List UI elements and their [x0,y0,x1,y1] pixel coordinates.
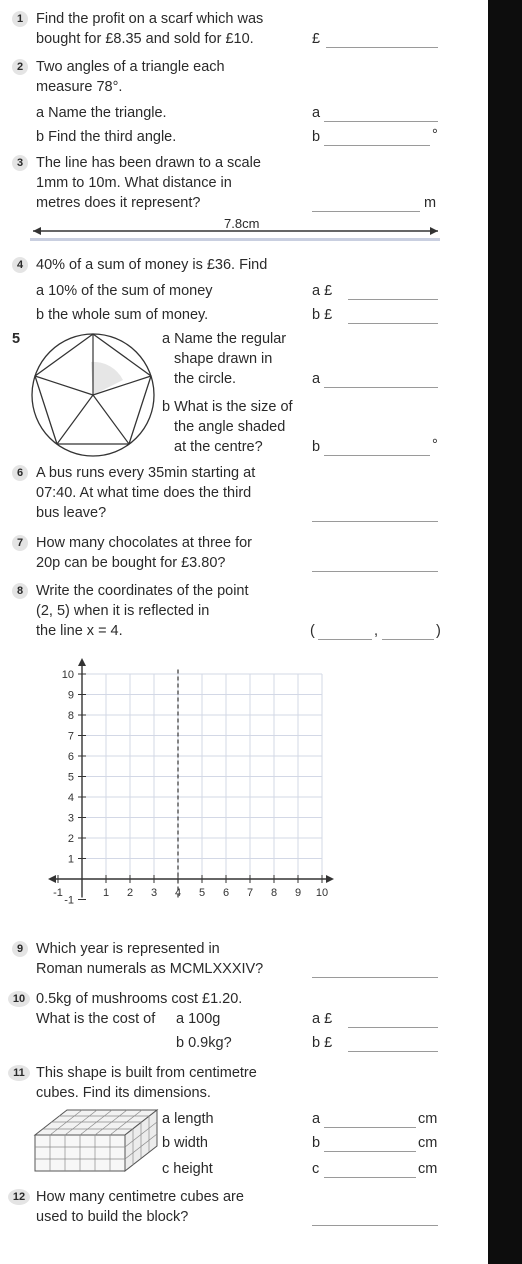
q5-number: 5 [12,331,21,347]
q5b-text-1: b What is the size of [162,399,293,415]
x-tick-label: 3 [150,887,158,899]
q1-text-2: bought for £8.35 and sold for £10. [36,31,254,47]
q6-text-3: bus leave? [36,505,107,521]
q5b-text-3: at the centre? [174,439,263,455]
y-tick-label: 5 [67,771,74,784]
q12-answer-line[interactable] [312,1209,438,1226]
q11a-text: a length [162,1111,214,1127]
x-tick-label: 5 [198,887,206,899]
q6-text-1: A bus runs every 35min starting at [36,465,256,481]
q11c-text: c height [162,1161,213,1177]
q5a-text-3: the circle. [174,371,237,387]
x-tick-label: 8 [270,887,278,899]
q8-open-paren: ( [310,623,315,639]
x-tick-label: 2 [126,887,134,899]
x-axis-arrow [326,875,334,883]
q5b-answer-line[interactable] [324,439,430,456]
scale-line-label: 7.8cm [224,216,260,231]
q5a-text-2: shape drawn in [174,351,273,367]
q1-unit: £ [312,31,321,47]
q10a-label: a £ [312,1011,333,1027]
q5a-text-1: a Name the regular [162,331,287,347]
q4a-text: a 10% of the sum of money [36,283,213,299]
q8-comma: , [374,623,379,639]
q6-answer-line[interactable] [312,505,438,522]
q6-text-2: 07:40. At what time does the third [36,485,252,501]
q2a-answer-line[interactable] [324,105,438,122]
q11a-label: a [312,1111,321,1127]
divider-1 [30,238,440,241]
q10-number: 10 [8,991,30,1007]
q7-answer-line[interactable] [312,555,438,572]
q3-number: 3 [12,155,28,171]
q2-number: 2 [12,59,28,75]
y-tick-label: 9 [67,689,74,702]
q10b-label: b £ [312,1035,333,1051]
q2a-label: a [312,105,321,121]
q9-text-1: Which year is represented in [36,941,220,957]
q2a-text: a Name the triangle. [36,105,167,121]
q8-number: 8 [12,583,28,599]
q11c-answer-line[interactable] [324,1161,416,1178]
x-tick-label: 10 [315,887,329,899]
y-tick-label: 3 [67,812,74,825]
x-axis-arrow-left [48,875,56,883]
q6-number: 6 [12,465,28,481]
y-tick-label: 2 [67,833,74,845]
q4a-answer-line[interactable] [348,283,438,300]
q5b-text-2: the angle shaded [174,419,286,435]
q3-text-2: 1mm to 10m. What distance in [36,175,232,191]
q7-number: 7 [12,535,28,551]
q8-text-2: (2, 5) when it is reflected in [36,603,210,619]
q11a-unit: cm [418,1111,438,1127]
y-tick-label: -1 [64,894,74,907]
q2-text-2: measure 78°. [36,79,123,95]
q11b-text: b width [162,1135,208,1151]
q4b-label: b £ [312,307,333,323]
q2b-answer-line[interactable] [324,129,430,146]
q7-text-2: 20p can be bought for £3.80? [36,555,226,571]
q4-text-1: 40% of a sum of money is £36. Find [36,257,268,273]
q8-close-paren: ) [436,623,441,639]
q9-number: 9 [12,941,28,957]
q8-text-1: Write the coordinates of the point [36,583,249,599]
x-tick-label: 6 [222,887,230,899]
q4-number: 4 [12,257,28,273]
q11-text-1: This shape is built from centimetre [36,1065,257,1081]
q2b-text: b Find the third angle. [36,129,177,145]
q10a-text: a 100g [176,1011,221,1027]
q11a-answer-line[interactable] [324,1111,416,1128]
coordinate-grid [0,640,360,940]
y-tick-label: 1 [67,853,74,866]
y-axis-arrow [78,658,86,666]
q10a-answer-line[interactable] [348,1011,438,1028]
q9-answer-line[interactable] [312,961,438,978]
q4b-text: b the whole sum of money. [36,307,209,323]
q5a-label: a [312,371,321,387]
q12-number: 12 [8,1189,30,1205]
q10-text-1: 0.5kg of mushrooms cost £1.20. [36,991,243,1007]
q11c-unit: cm [418,1161,438,1177]
q12-text-1: How many centimetre cubes are [36,1189,244,1205]
q11b-label: b [312,1135,321,1151]
q1-text-1: Find the profit on a scarf which was [36,11,264,27]
q3-text-3: metres does it represent? [36,195,201,211]
q11c-label: c [312,1161,320,1177]
x-tick-label: -1 [53,887,63,899]
q8-x-answer-line[interactable] [318,623,372,640]
q10b-text: b 0.9kg? [176,1035,232,1051]
q11b-unit: cm [418,1135,438,1151]
q3-text-1: The line has been drawn to a scale [36,155,261,171]
x-tick-label: 9 [294,887,302,899]
q2-text-1: Two angles of a triangle each [36,59,225,75]
q3-answer-line[interactable] [312,195,420,212]
q8-text-3: the line x = 4. [36,623,123,639]
x-tick-label: 7 [246,887,254,899]
q2b-label: b [312,129,321,145]
q11b-answer-line[interactable] [324,1135,416,1152]
q12-text-2: used to build the block? [36,1209,189,1225]
y-tick-label: 7 [67,730,74,743]
y-tick-label: 10 [61,669,74,681]
q10b-answer-line[interactable] [348,1035,438,1052]
x-tick-label: 4 [174,887,182,899]
q7-text-1: How many chocolates at three for [36,535,252,551]
x-tick-label: 1 [102,887,110,899]
q5b-label: b [312,439,321,455]
q11-text-2: cubes. Find its dimensions. [36,1085,211,1101]
q8-y-answer-line[interactable] [382,623,434,640]
pentagon-in-circle-diagram [28,330,158,460]
q4b-answer-line[interactable] [348,307,438,324]
q11-number: 11 [8,1065,30,1081]
q1-number: 1 [12,11,28,27]
q9-text-2: Roman numerals as MCMLXXXIV? [36,961,264,977]
q3-unit: m [424,195,437,211]
q5b-degree: ° [432,437,438,453]
y-tick-label: 8 [67,710,74,722]
dark-edge [488,0,522,1264]
q1-answer-line[interactable] [326,31,438,48]
cuboid-block-diagram [30,1100,164,1176]
q4a-label: a £ [312,283,333,299]
y-tick-label: 4 [67,792,74,804]
y-tick-label: 6 [67,751,74,763]
q2b-degree: ° [432,127,438,143]
q10-text-2: What is the cost of [36,1011,156,1027]
q5a-answer-line[interactable] [324,371,438,388]
